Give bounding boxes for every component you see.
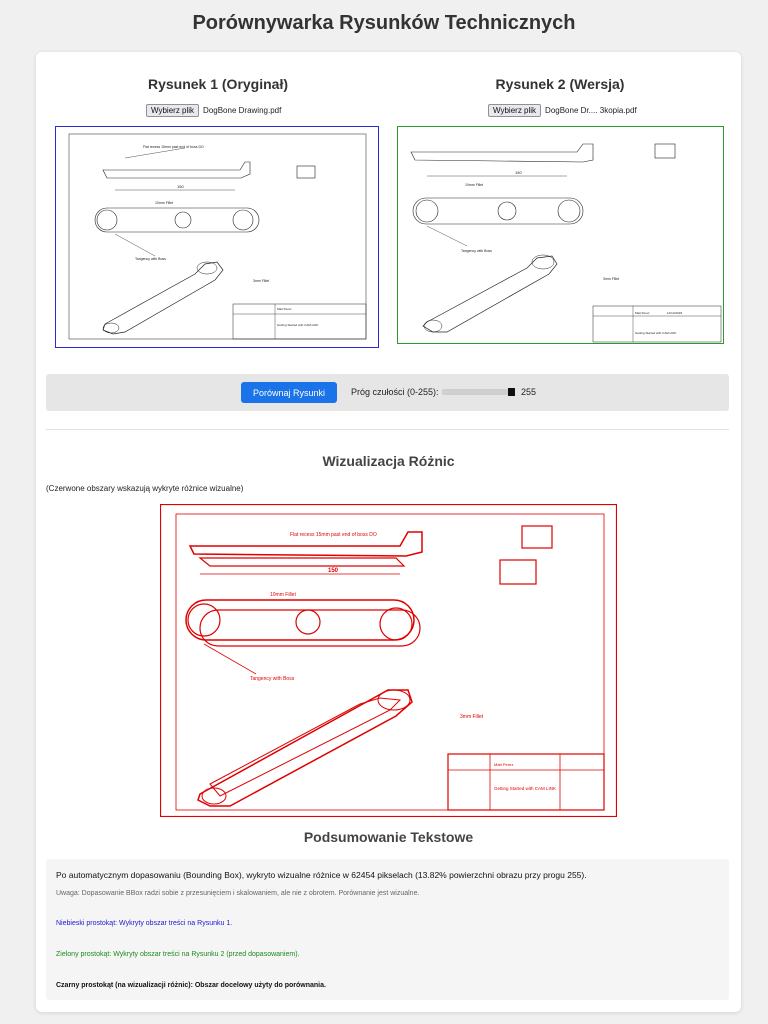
threshold-slider-track[interactable] <box>442 389 512 395</box>
drawing1-fillet3-label: 3mm Fillet <box>253 279 270 283</box>
drawing1-top-note: Flat recess 15mm past end of boss DO <box>143 145 204 149</box>
drawing1-content-rect <box>56 127 379 348</box>
drawing1-file-picker <box>146 104 281 117</box>
drawing2-choose-file-button[interactable]: Wybierz plik <box>488 104 541 117</box>
diff-top-note: Flat recess 15mm past end of boss DO <box>290 532 377 538</box>
threshold-slider-thumb[interactable] <box>508 388 515 396</box>
diff-fillet-label: 10mm Fillet <box>270 592 296 598</box>
drawing2-fillet3-label: 3mm Fillet <box>603 277 620 281</box>
diff-svg <box>160 504 617 817</box>
threshold-label: Próg czułości (0-255): <box>351 387 439 397</box>
drawing2-preview <box>397 126 724 344</box>
drawing1-fillet-label: 10mm Fillet <box>155 201 174 205</box>
summary-main-text: Po automatycznym dopasowaniu (Bounding Box), wykryto wizualne różnice w 62454 pikselach (13.82% powierzchni obrazu przy progu 255). <box>56 870 587 880</box>
drawing2-author: Matt Perez <box>635 311 650 315</box>
drawing1-subtitle: Getting Started with CAM LINK <box>277 323 319 327</box>
drawing1-title: Rysunek 1 (Oryginał) <box>147 76 289 92</box>
drawing1-tangency-label: Tangency with Boss <box>135 257 166 261</box>
compare-button[interactable]: Porównaj Rysunki <box>241 382 337 403</box>
section-divider <box>46 429 729 430</box>
drawing1-svg <box>55 126 379 348</box>
drawing1-author: Matt Perez <box>277 307 292 311</box>
main-card <box>36 52 741 1012</box>
summary-black-legend: Czarny prostokąt (na wizualizacji różnic): Obszar docelowy użyty do porównania. <box>56 982 326 989</box>
drawing2-tangency-label: Tangency with Boss <box>461 249 492 253</box>
summary-title: Podsumowanie Tekstowe <box>303 829 474 845</box>
drawing2-dim-150: 150 <box>515 170 522 175</box>
drawing2-title: Rysunek 2 (Wersja) <box>495 76 625 92</box>
summary-green-legend: Zielony prostokąt: Wykryty obszar treści na Rysunku 2 (przed dopasowaniem). <box>56 951 300 958</box>
drawing1-filename: DogBone Drawing.pdf <box>203 106 282 115</box>
diff-visualization <box>160 504 617 817</box>
diff-tangency-label: Tangency with Boss <box>250 676 295 682</box>
drawing2-svg <box>397 126 724 344</box>
summary-note: Uwaga: Dopasowanie BBox radzi sobie z przesunięciem i skalowaniem, ale nie z obrotem. Porównanie jest wizualne. <box>56 890 420 897</box>
diff-dim-150: 150 <box>328 568 339 574</box>
diff-subtitle: Getting Started with CAM LINK <box>494 786 557 791</box>
diff-fillet3-label: 3mm Fillet <box>460 714 484 720</box>
summary-box <box>46 859 729 1000</box>
drawing2-file-picker <box>488 104 637 117</box>
controls-bar <box>46 374 729 411</box>
page-title: Porównywarka Rysunków Technicznych <box>192 12 576 34</box>
drawing1-choose-file-button[interactable]: Wybierz plik <box>146 104 199 117</box>
threshold-value: 255 <box>521 387 537 397</box>
drawing2-fillet-label: 10mm Fillet <box>465 183 484 187</box>
drawing2-date: 12/14/2018 <box>667 311 683 315</box>
summary-blue-legend: Niebieski prostokąt: Wykryty obszar treści na Rysunku 1. <box>56 920 233 927</box>
diff-title: Wizualizacja Różnic <box>322 453 455 469</box>
drawing2-subtitle: Getting Started with CAM LINK <box>635 331 677 335</box>
drawing1-preview <box>55 126 379 348</box>
drawing1-dim-150: 150 <box>177 184 184 189</box>
diff-author: Matt Perez <box>494 762 514 767</box>
diff-note: (Czerwone obszary wskazują wykryte różnice wizualne) <box>46 484 244 493</box>
drawing2-filename: DogBone Dr.... 3kopia.pdf <box>545 106 637 115</box>
